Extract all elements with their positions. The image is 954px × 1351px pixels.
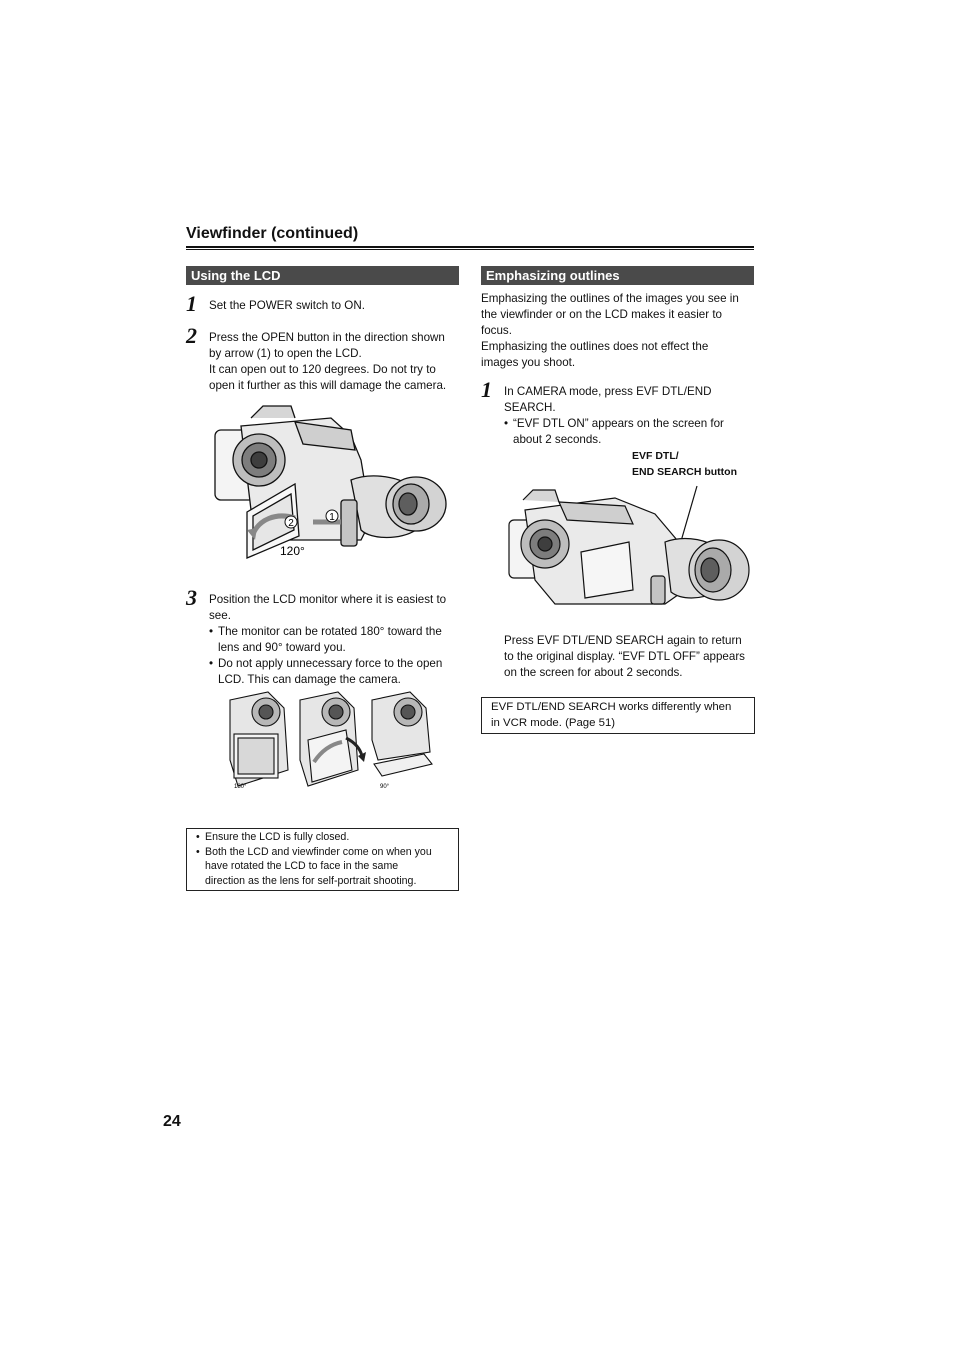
text-line: have rotated the LCD to face in the same [205,860,399,872]
text-line: about 2 seconds. [513,433,602,446]
step-1-right-text [504,384,756,448]
note-box-vcr-mode [481,697,755,734]
text-line: the viewfinder or on the LCD makes it easier to [481,308,723,321]
text-line: Press EVF DTL/END SEARCH again to return [504,634,742,647]
text-line: direction as the lens for self-portrait shooting. [205,874,417,887]
text-line: EVF DTL/ [632,450,679,462]
bullet-item [196,830,452,845]
text-line: • Both the LCD and viewfinder come on when you [205,845,432,858]
after-text [504,633,758,681]
step-1-text [209,298,459,314]
text-line: • The monitor can be rotated 180° toward the [218,625,442,638]
bullet-item [196,845,452,889]
text-line: Press the OPEN button in the direction shown [209,331,445,344]
text-line: LCD. This can damage the camera. [218,673,401,686]
bullet-item [209,624,459,656]
text-line: • “EVF DTL ON” appears on the screen for [513,417,724,430]
text-line: • Do not apply unnecessary force to the open [218,657,443,670]
step-number-1: 1 [186,291,197,316]
text-line: by arrow (1) to open the LCD. [209,347,362,360]
step-number-1-right: 1 [481,377,492,402]
text-line: to the original display. “EVF DTL OFF” appears [504,650,745,663]
text-line: Set the POWER switch to ON. [209,299,365,312]
lcd-rotation-illustration [228,690,440,792]
section-title-emphasizing-outlines: Emphasizing outlines [481,266,754,285]
text-line: Emphasizing the outlines does not effect the [481,340,709,353]
text-line: EVF DTL/END SEARCH works differently when [491,701,732,713]
step-number-2: 2 [186,323,197,348]
page-number: 24 [163,1113,181,1130]
text-line: in VCR mode. (Page 51) [491,717,616,729]
angle-label-90: 90° [380,784,390,790]
step-2-text [209,330,459,394]
text-line: It can open out to 120 degrees. Do not try to [209,363,436,376]
text-line: images you shoot. [481,356,576,369]
text-line: SEARCH. [504,401,556,414]
camcorder-evf-dtl-illustration [505,480,755,610]
text-line: see. [209,609,231,622]
text-line: END SEARCH button [632,466,737,478]
angle-label-180: 180° [234,784,247,790]
page-title: Viewfinder (continued) [186,225,359,242]
text-line: lens and 90° toward you. [218,641,346,654]
marker-2: 2 [288,518,294,529]
bullet-item [504,416,756,448]
header-rule [186,246,754,250]
text-line: In CAMERA mode, press EVF DTL/END [504,385,712,398]
text-line: focus. [481,324,512,337]
text-line: Position the LCD monitor where it is easiest to [209,593,447,606]
text-line: Emphasizing the outlines of the images you see in [481,292,739,305]
intro-text [481,291,756,371]
angle-label-120: 120° [280,544,305,558]
camcorder-lcd-open-illustration [211,400,455,565]
section-title-using-lcd: Using the LCD [186,266,459,285]
text-line: on the screen for about 2 seconds. [504,666,683,679]
step-3-text [209,592,459,688]
note-box-lcd [186,828,459,891]
text-line: • Ensure the LCD is fully closed. [205,831,350,843]
evf-dtl-callout-label [632,448,737,480]
text-line: open it further as this will damage the camera. [209,379,447,392]
step-number-3: 3 [186,585,197,610]
marker-1: 1 [329,512,335,523]
bullet-item [209,656,459,688]
